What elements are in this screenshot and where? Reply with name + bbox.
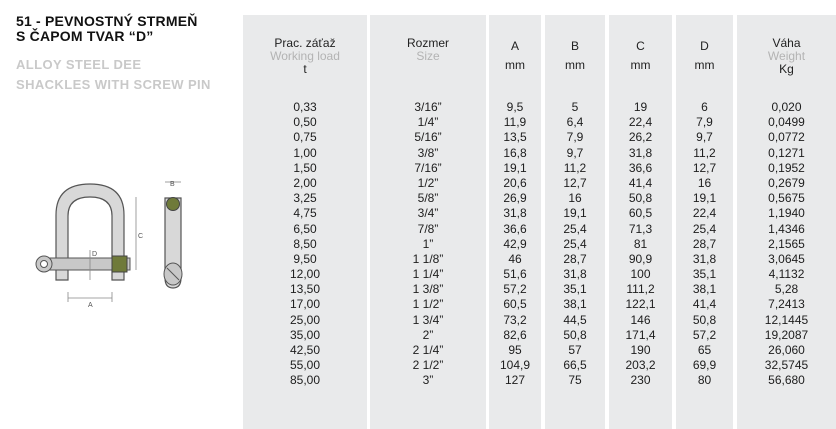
table-cell: 0,0499 <box>768 115 805 130</box>
header-label: A <box>510 39 519 53</box>
header-label: C <box>636 39 645 53</box>
table-cell: 1,4346 <box>768 221 805 236</box>
header-label-en: Size <box>416 49 440 63</box>
column-weight <box>737 15 836 429</box>
table-cell: 31,8 <box>563 267 587 282</box>
header-label: Prac. záťaž <box>274 36 336 50</box>
table-cell: 2,00 <box>293 175 317 190</box>
table-cell: 6,4 <box>566 115 584 130</box>
table-cell: 71,3 <box>628 221 653 236</box>
table-cell: 127 <box>504 373 526 388</box>
table-cell: 3,0645 <box>768 251 805 266</box>
table-cell: 50,8 <box>628 191 653 206</box>
table-cell: 44,5 <box>563 312 587 327</box>
table-cell: 6,50 <box>293 221 317 236</box>
column-a <box>489 15 541 429</box>
table-cell: 41,4 <box>628 175 653 190</box>
product-subtitle <box>16 55 220 95</box>
table-cell: 60,5 <box>503 297 527 312</box>
header-unit: mm <box>694 58 715 72</box>
table-cell: 17,00 <box>289 297 321 312</box>
table-cell: 35,1 <box>692 267 717 282</box>
table-cell: 11,2 <box>563 160 587 175</box>
table-cell: 0,020 <box>771 100 802 114</box>
table-cell: 12,7 <box>692 160 717 175</box>
table-cell: 16,8 <box>503 145 527 160</box>
table-cell: 13,50 <box>289 282 321 297</box>
table-cell: 19 <box>633 100 648 114</box>
table-cell: 7/8” <box>417 221 439 236</box>
subtitle-line-2: SHACKLES WITH SCREW PIN <box>16 77 211 92</box>
table-cell: 66,5 <box>563 358 587 373</box>
table-cell: 60,5 <box>628 206 653 221</box>
table-cell: 0,33 <box>293 100 317 114</box>
pin-nut <box>112 256 127 272</box>
table-cell: 73,2 <box>503 312 527 327</box>
table-cell: 22,4 <box>692 206 717 221</box>
table-cell: 31,8 <box>503 206 527 221</box>
header-label: Váha <box>772 36 801 50</box>
column-size <box>370 15 486 429</box>
header-unit: t <box>303 62 307 76</box>
table-cell: 90,9 <box>628 251 653 266</box>
table-cell: 3/4” <box>417 206 439 221</box>
table-cell: 2 1/2” <box>412 358 444 373</box>
table-cell: 230 <box>630 373 651 388</box>
table-cell: 9,5 <box>506 100 524 114</box>
table-cell: 9,50 <box>293 251 317 266</box>
table-cell: 80 <box>697 373 712 388</box>
header-unit: mm <box>630 58 651 72</box>
table-cell: 8,50 <box>293 236 317 251</box>
table-cell: 12,00 <box>289 267 321 282</box>
table-cell: 1,00 <box>293 145 317 160</box>
table-cell: 51,6 <box>503 267 527 282</box>
header-label-en: Weight <box>767 49 806 63</box>
table-cell: 55,00 <box>289 358 321 373</box>
table-cell: 0,5675 <box>768 191 805 206</box>
table-cell: 190 <box>630 343 651 357</box>
table-cell: 2” <box>422 327 434 342</box>
table-cell: 36,6 <box>628 160 653 175</box>
column-b <box>545 15 605 429</box>
table-cell: 100 <box>630 267 651 282</box>
table-cell: 25,4 <box>692 221 717 236</box>
table-cell: 3,25 <box>293 191 317 206</box>
table-cell: 57,2 <box>692 327 717 342</box>
table-cell: 25,00 <box>289 312 321 327</box>
table-cell: 11,9 <box>503 115 527 130</box>
table-cell: 171,4 <box>625 327 656 342</box>
table-cell: 146 <box>630 312 651 327</box>
table-cell: 19,1 <box>503 160 527 175</box>
header-label: D <box>700 39 709 53</box>
column-working-load <box>243 15 367 429</box>
table-cell: 5,28 <box>774 282 799 297</box>
table-cell: 1,1940 <box>768 206 805 221</box>
table-cell: 50,8 <box>563 327 587 342</box>
table-cell: 5/16” <box>414 130 442 145</box>
table-cell: 111,2 <box>626 282 655 297</box>
table-cell: 7,9 <box>566 130 584 145</box>
table-cell: 12,1445 <box>764 312 809 327</box>
table-cell: 35,00 <box>289 327 321 342</box>
dim-label-a: A <box>88 302 93 309</box>
table-cell: 11,2 <box>693 145 716 160</box>
table-cell: 41,4 <box>692 297 717 312</box>
table-cell: 38,1 <box>563 297 587 312</box>
table-cell: 1 1/2” <box>412 297 444 312</box>
table-cell: 16 <box>697 175 712 190</box>
table-cell: 1 3/8” <box>412 282 444 297</box>
table-cell: 26,2 <box>628 130 653 145</box>
product-title <box>16 14 198 44</box>
shackle-drawing <box>28 170 203 310</box>
table-cell: 5/8” <box>417 191 439 206</box>
table-cell: 50,8 <box>692 312 717 327</box>
table-cell: 1/2” <box>417 175 439 190</box>
table-cell: 22,4 <box>628 115 653 130</box>
table-cell: 104,9 <box>499 358 531 373</box>
table-cell: 7,9 <box>696 115 713 130</box>
table-cell: 1” <box>422 236 434 251</box>
header-label: Rozmer <box>406 36 449 50</box>
table-cell: 3” <box>422 373 434 388</box>
table-cell: 1 1/8” <box>412 251 444 266</box>
table-cell: 0,2679 <box>768 175 805 190</box>
table-cell: 31,8 <box>628 145 653 160</box>
table-cell: 46 <box>508 251 522 266</box>
column-c <box>609 15 672 429</box>
table-cell: 42,50 <box>289 343 321 357</box>
table-cell: 0,1952 <box>768 160 805 175</box>
table-cell: 75 <box>568 373 582 388</box>
table-cell: 85,00 <box>289 373 321 388</box>
table-cell: 3/16” <box>414 100 442 114</box>
table-cell: 1,50 <box>293 160 317 175</box>
table-cell: 57 <box>568 343 582 357</box>
title-line-1: 51 - PEVNOSTNÝ STRMEŇ <box>16 13 198 29</box>
header-unit: mm <box>565 58 585 72</box>
spec-table <box>243 15 836 429</box>
table-cell: 16 <box>568 191 582 206</box>
title-line-2: S ČAPOM TVAR “D” <box>16 28 154 44</box>
table-cell: 5 <box>571 100 579 114</box>
table-cell: 56,680 <box>768 373 805 388</box>
table-cell: 203,2 <box>625 358 656 373</box>
table-cell: 25,4 <box>563 236 587 251</box>
table-cell: 32,5745 <box>764 358 809 373</box>
dim-label-d: D <box>92 251 98 258</box>
table-cell: 42,9 <box>503 236 527 251</box>
table-cell: 65 <box>697 343 712 357</box>
subtitle-line-1: ALLOY STEEL DEE <box>16 57 142 72</box>
table-cell: 9,7 <box>696 130 713 145</box>
table-cell: 2 1/4” <box>412 343 444 357</box>
table-cell: 28,7 <box>563 251 587 266</box>
table-cell: 95 <box>508 343 522 357</box>
table-cell: 13,5 <box>503 130 527 145</box>
table-cell: 0,50 <box>293 115 317 130</box>
table-cell: 0,75 <box>293 130 317 145</box>
table-cell: 1 3/4” <box>412 312 444 327</box>
header-label-en: Working load <box>270 49 340 63</box>
table-cell: 7/16” <box>414 160 442 175</box>
table-cell: 31,8 <box>692 251 717 266</box>
table-cell: 12,7 <box>563 175 587 190</box>
column-d <box>676 15 733 429</box>
table-cell: 1/4” <box>417 115 439 130</box>
table-cell: 6 <box>701 100 708 114</box>
table-cell: 81 <box>633 236 648 251</box>
dim-label-c: C <box>138 233 144 240</box>
dim-label-b: B <box>170 181 175 188</box>
table-cell: 28,7 <box>692 236 717 251</box>
table-cell: 4,75 <box>293 206 317 221</box>
table-cell: 25,4 <box>563 221 587 236</box>
table-cell: 9,7 <box>566 145 584 160</box>
table-cell: 3/8” <box>417 145 439 160</box>
header-unit: Kg <box>779 62 794 76</box>
table-cell: 69,9 <box>692 358 717 373</box>
table-cell: 26,9 <box>503 191 527 206</box>
table-cell: 36,6 <box>503 221 527 236</box>
table-cell: 19,1 <box>563 206 587 221</box>
table-cell: 19,1 <box>692 191 717 206</box>
table-cell: 7,2413 <box>768 297 805 312</box>
table-cell: 0,1271 <box>768 145 805 160</box>
table-cell: 2,1565 <box>768 236 805 251</box>
table-cell: 35,1 <box>563 282 587 297</box>
header-label: B <box>570 39 579 53</box>
table-cell: 4,1132 <box>768 267 805 282</box>
table-cell: 1 1/4” <box>412 267 444 282</box>
table-cell: 122,1 <box>625 297 656 312</box>
table-cell: 0,0772 <box>768 130 805 145</box>
table-cell: 26,060 <box>768 343 805 357</box>
table-cell: 82,6 <box>503 327 527 342</box>
table-cell: 57,2 <box>503 282 527 297</box>
table-cell: 38,1 <box>692 282 717 297</box>
table-cell: 19,2087 <box>764 327 809 342</box>
table-cell: 20,6 <box>503 175 527 190</box>
header-unit: mm <box>505 58 525 72</box>
